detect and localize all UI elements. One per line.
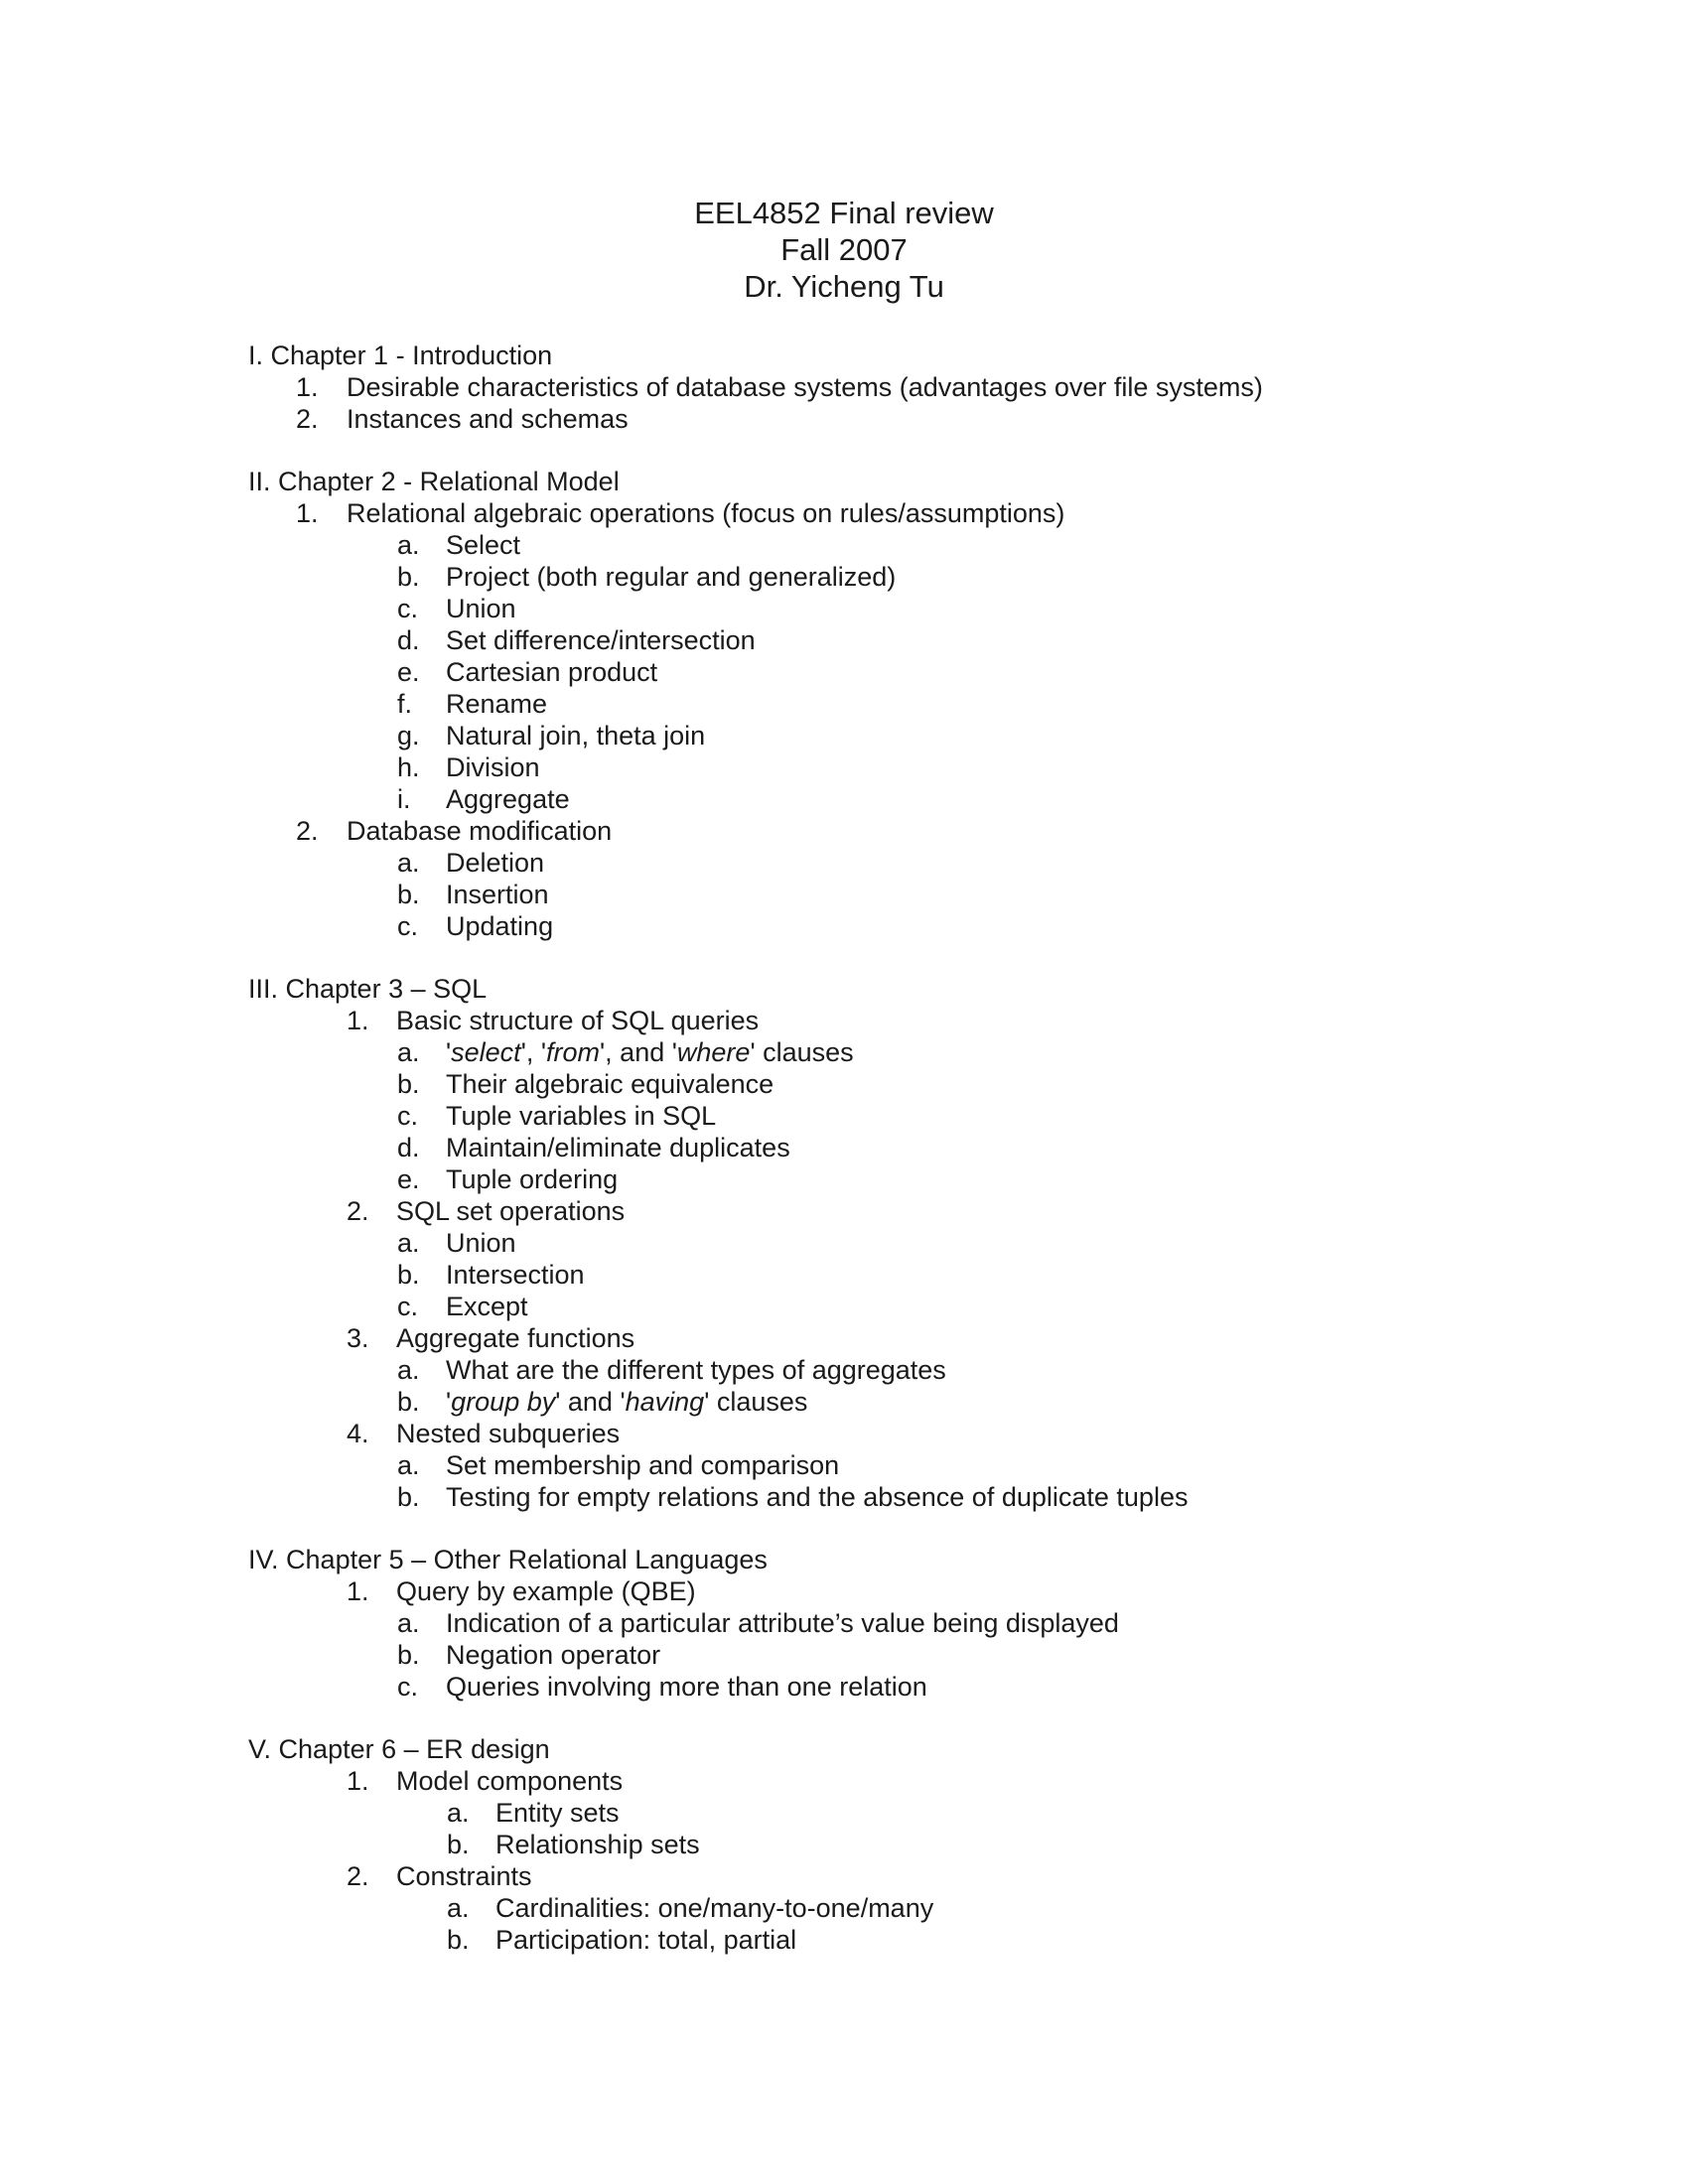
title-block (0, 195, 1688, 305)
outline-item: 2. Database modification (296, 816, 613, 846)
page-title: EEL4852 Final review (694, 196, 994, 230)
outline-subitem: b. Relationship sets (447, 1830, 700, 1859)
page-instructor: Dr. Yicheng Tu (744, 269, 944, 304)
outline-subitem: a. Cardinalities: one/many-to-one/many (447, 1893, 934, 1923)
outline-subitem: b. 'group by' and 'having' clauses (397, 1387, 808, 1417)
outline-subitem: c. Updating (397, 911, 554, 941)
outline-item: 1. Model components (347, 1766, 624, 1796)
outline-item: 2. SQL set operations (347, 1196, 626, 1226)
outline-subitem: e. Cartesian product (397, 657, 658, 687)
outline-item: 1. Desirable characteristics of database systems (advantages over file systems) (296, 372, 1263, 402)
outline-subitem: d. Maintain/eliminate duplicates (397, 1133, 790, 1162)
outline (248, 340, 1589, 1956)
outline-subitem: g. Natural join, theta join (397, 721, 706, 751)
outline-item: 4. Nested subqueries (347, 1419, 621, 1448)
section-gap (248, 942, 1589, 973)
outline-subitem: c. Queries involving more than one relation (397, 1672, 927, 1702)
outline-subitem: a. Entity sets (447, 1798, 620, 1828)
outline-subitem: a. Union (397, 1228, 516, 1258)
outline-item: 2. Constraints (347, 1861, 532, 1891)
outline-subitem: b. Their algebraic equivalence (397, 1069, 774, 1099)
outline-subitem: b. Negation operator (397, 1640, 661, 1670)
outline-subitem: c. Union (397, 594, 516, 623)
outline-subitem: b. Project (both regular and generalized) (397, 562, 897, 592)
section-heading: II. Chapter 2 - Relational Model (248, 467, 620, 496)
outline-subitem: a. Select (397, 530, 521, 560)
outline-subitem: a. What are the different types of aggregates (397, 1355, 946, 1385)
outline-item: 3. Aggregate functions (347, 1323, 635, 1353)
outline-subitem: c. Tuple variables in SQL (397, 1101, 717, 1131)
outline-subitem: c. Except (397, 1292, 528, 1321)
clauses-text: 'group by' and 'having' clauses (446, 1387, 808, 1417)
outline-subitem: b. Participation: total, partial (447, 1925, 797, 1955)
outline-subitem: e. Tuple ordering (397, 1164, 619, 1194)
outline-subitem: a. Deletion (397, 848, 545, 878)
outline-subitem: f. Rename (397, 689, 548, 719)
section-heading: III. Chapter 3 – SQL (248, 974, 488, 1004)
section-heading: IV. Chapter 5 – Other Relational Languages (248, 1545, 768, 1574)
outline-subitem: a. Indication of a particular attribute’s value being displayed (397, 1608, 1119, 1638)
section-gap (248, 1703, 1589, 1733)
outline-item: 1. Basic structure of SQL queries (347, 1006, 760, 1035)
outline-subitem: a. Set membership and comparison (397, 1450, 840, 1480)
outline-subitem: b. Testing for empty relations and the absence of duplicate tuples (397, 1482, 1189, 1512)
outline-subitem: i. Aggregate (397, 784, 570, 814)
clauses-text: 'select', 'from', and 'where' clauses (446, 1037, 854, 1067)
section-gap (248, 1513, 1589, 1544)
outline-subitem: a. 'select', 'from', and 'where' clauses (397, 1037, 854, 1067)
page-term: Fall 2007 (780, 232, 908, 267)
outline-item: 1. Relational algebraic operations (focus on rules/assumptions) (296, 498, 1065, 528)
section-heading: I. Chapter 1 - Introduction (248, 341, 553, 370)
outline-subitem: b. Insertion (397, 880, 549, 909)
outline-subitem: b. Intersection (397, 1260, 585, 1290)
outline-subitem: d. Set difference/intersection (397, 625, 756, 655)
section-gap (248, 435, 1589, 466)
section-heading: V. Chapter 6 – ER design (248, 1734, 550, 1764)
outline-subitem: h. Division (397, 752, 540, 782)
outline-item: 2. Instances and schemas (296, 404, 629, 434)
outline-item: 1. Query by example (QBE) (347, 1576, 696, 1606)
